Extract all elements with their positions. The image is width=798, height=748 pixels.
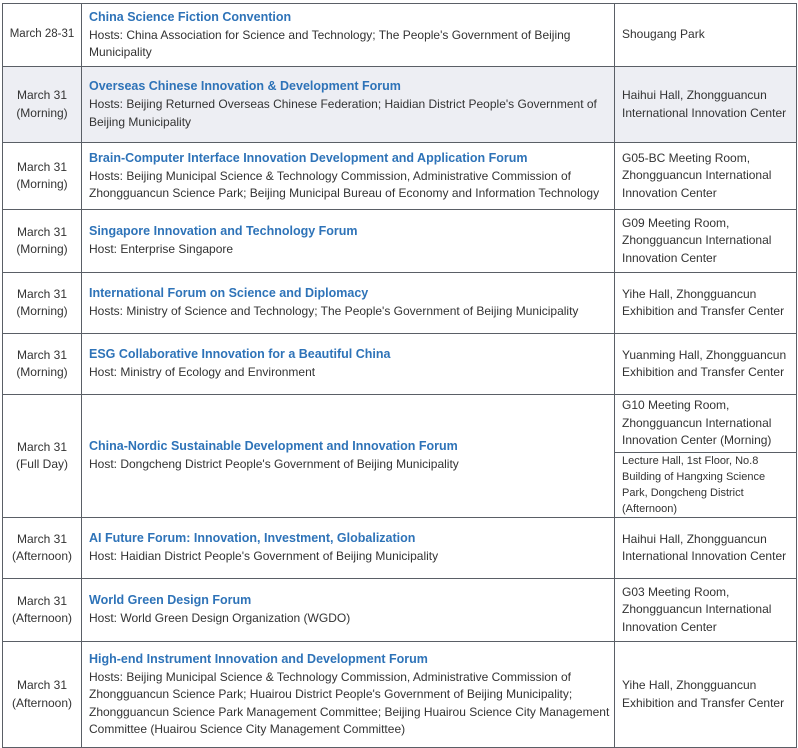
event-title: Singapore Innovation and Technology Forum <box>89 224 358 239</box>
date-text: March 31 <box>16 347 68 362</box>
date-text: March 31 <box>16 159 68 174</box>
event-hosts: Host: Enterprise Singapore <box>89 242 234 257</box>
event-title: High-end Instrument Innovation and Development Forum <box>89 651 428 666</box>
event-cell <box>82 518 615 579</box>
table-row <box>3 395 797 453</box>
schedule-table <box>2 3 797 748</box>
session-text: (Morning) <box>16 105 68 120</box>
date-cell <box>3 579 82 642</box>
table-row <box>3 143 797 210</box>
event-hosts: Hosts: China Association for Science and Technology; The People's Government of Beijing Municipality <box>89 27 571 59</box>
event-hosts: Hosts: Ministry of Science and Technology; The People's Government of Beijing Municipality <box>89 304 579 319</box>
table-row <box>3 642 797 748</box>
date-cell <box>3 210 82 273</box>
event-title: ESG Collaborative Innovation for a Beautiful China <box>89 347 391 362</box>
event-title: China Science Fiction Convention <box>89 9 292 24</box>
event-cell <box>82 334 615 395</box>
date-cell <box>3 4 82 67</box>
date-text: March 31 <box>16 88 68 102</box>
venue-cell: Lecture Hall, 1st Floor, No.8 Building of Hangxing Science Park, Dongcheng District (Afternoon) <box>615 453 797 518</box>
event-hosts: Hosts: Beijing Municipal Science & Technology Commission, Administrative Commission of Zhongguancun Science Park; Huairou District People's Government of Beijing Municipality; Zhongguancun Science Park Management Committee; Beijing Huairou Science City Management Committee (Huairou Science City Management Committee) <box>89 669 610 736</box>
date-cell <box>3 273 82 334</box>
event-cell <box>82 67 615 143</box>
event-title: World Green Design Forum <box>89 593 252 608</box>
table-row <box>3 4 797 67</box>
venue-cell: Shougang Park <box>615 4 797 67</box>
date-text: March 31 <box>16 593 68 608</box>
event-hosts: Host: Haidian District People's Government of Beijing Municipality <box>89 549 439 564</box>
date-text: March 31 <box>16 439 68 454</box>
event-title: AI Future Forum: Innovation, Investment, Globalization <box>89 531 416 546</box>
venue-cell: Haihui Hall, Zhongguancun International Innovation Center <box>615 518 797 579</box>
event-title: Overseas Chinese Innovation & Development Forum <box>89 79 401 93</box>
table-row <box>3 273 797 334</box>
event-hosts: Host: World Green Design Organization (WGDO) <box>89 611 351 626</box>
event-hosts: Hosts: Beijing Municipal Science & Technology Commission, Administrative Commission of Zhongguancun Science Park; Beijing Municipal Bureau of Economy and Information Technology <box>89 168 600 200</box>
venue-cell: G10 Meeting Room, Zhongguancun International Innovation Center (Morning) <box>615 395 797 453</box>
session-text: (Morning) <box>16 304 68 318</box>
event-cell <box>82 579 615 642</box>
date-text: March 31 <box>16 678 68 692</box>
event-cell <box>82 4 615 67</box>
date-cell <box>3 143 82 210</box>
date-cell <box>3 334 82 395</box>
session-text: (Afternoon) <box>11 549 73 563</box>
session-text: (Full Day) <box>15 457 68 471</box>
venue-cell: G09 Meeting Room, Zhongguancun International Innovation Center <box>615 210 797 273</box>
event-title: Brain-Computer Interface Innovation Development and Application Forum <box>89 150 528 165</box>
venue-cell: Yihe Hall, Zhongguancun Exhibition and Transfer Center <box>615 642 797 748</box>
event-title: China-Nordic Sustainable Development and Innovation Forum <box>89 439 458 454</box>
event-cell <box>82 210 615 273</box>
date-cell <box>3 642 82 748</box>
session-text: (Morning) <box>16 242 68 256</box>
date-cell <box>3 395 82 518</box>
table-row <box>3 518 797 579</box>
table-row <box>3 67 797 143</box>
table-row <box>3 210 797 273</box>
event-cell <box>82 143 615 210</box>
venue-cell: G05-BC Meeting Room, Zhongguancun International Innovation Center <box>615 143 797 210</box>
session-text: (Afternoon) <box>11 695 73 710</box>
date-text: March 31 <box>16 286 68 301</box>
session-text: (Morning) <box>16 365 68 379</box>
date-text: March 31 <box>16 531 68 546</box>
session-text: (Afternoon) <box>11 611 73 625</box>
event-hosts: Host: Ministry of Ecology and Environment <box>89 365 316 380</box>
event-cell <box>82 395 615 518</box>
date-text: March 28-31 <box>9 28 75 41</box>
table-row <box>3 579 797 642</box>
venue-cell: G03 Meeting Room, Zhongguancun International Innovation Center <box>615 579 797 642</box>
session-text: (Morning) <box>16 177 68 191</box>
table-row <box>3 334 797 395</box>
venue-cell: Yuanming Hall, Zhongguancun Exhibition and Transfer Center <box>615 334 797 395</box>
event-cell <box>82 273 615 334</box>
date-text: March 31 <box>16 224 68 239</box>
event-cell <box>82 642 615 748</box>
date-cell <box>3 518 82 579</box>
date-cell <box>3 67 82 143</box>
event-title: International Forum on Science and Diplomacy <box>89 286 369 301</box>
event-hosts: Host: Dongcheng District People's Government of Beijing Municipality <box>89 457 459 472</box>
event-hosts: Hosts: Beijing Returned Overseas Chinese Federation; Haidian District People's Government of Beijing Municipality <box>89 97 597 129</box>
venue-cell: Yihe Hall, Zhongguancun Exhibition and Transfer Center <box>615 273 797 334</box>
venue-cell: Haihui Hall, Zhongguancun International Innovation Center <box>615 67 797 143</box>
